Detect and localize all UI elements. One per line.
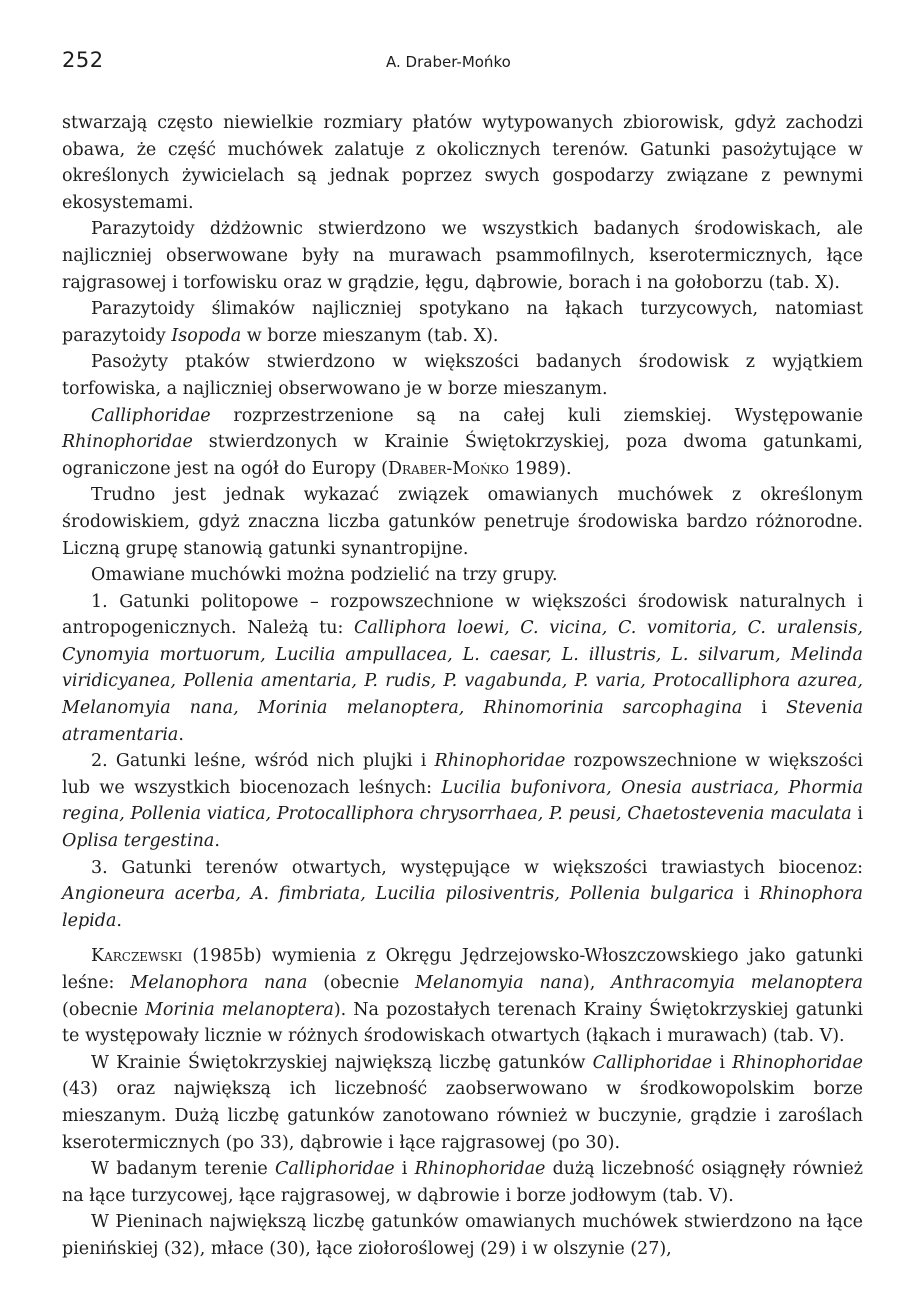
- paragraph: [62, 943, 863, 1049]
- text-run: Parazytoidy ślimaków najliczniej spotykano na łąkach turzycowych, natomiast parazytoidy: [62, 299, 863, 346]
- text-run: i: [742, 698, 787, 719]
- author-citation: Karczewski: [91, 946, 183, 967]
- author-citation: Draber-Mońko: [388, 458, 510, 479]
- text-run: (obecnie: [307, 973, 416, 993]
- paragraph: [62, 349, 863, 402]
- italic-taxon-name: Calliphoridae: [274, 1159, 395, 1180]
- italic-taxon-name: Calliphora loewi, C. vicina, C. vomitoria, C. uralensis, Cynomyia mortuorum, Lucilia ampullacea, L. caesar, L. illustris, L. silvarum, Melinda viridicyanea, Pollenia amentaria, P. rudis, P. vagabunda, P. varia, Protocalliphora azurea, Melanomyia nana, Morinia melanoptera, Rhinomorinia sarcophagina: [62, 618, 863, 719]
- text-run: rozpowszechnione w większości lub we wszystkich biocenozach leśnych:: [62, 751, 863, 798]
- italic-taxon-name: Calliphoridae: [592, 1052, 713, 1073]
- text-run: Pasożyty ptaków stwierdzono w większości badanych środowisk z wyjątkiem torfowiska, a najliczniej obserwowano je w borze mieszanym.: [62, 352, 863, 399]
- text-run: 3. Gatunki terenów otwartych, występujące w większości trawiastych biocenoz:: [91, 857, 863, 878]
- text-run: i: [851, 804, 863, 825]
- paragraph: [62, 748, 863, 854]
- paragraph: [62, 1156, 863, 1209]
- text-run: W badanym terenie: [91, 1159, 275, 1180]
- paragraph: [62, 1209, 863, 1262]
- paragraph: [62, 110, 863, 216]
- running-head-author: A. Draber-Mońko: [386, 53, 511, 71]
- italic-taxon-name: Oplisa tergestina: [62, 831, 215, 852]
- text-run: 2. Gatunki leśne, wśród nich plujki i: [91, 751, 435, 772]
- text-run: ),: [582, 973, 612, 993]
- paragraph: [62, 562, 863, 589]
- italic-taxon-name: Angioneura acerba, A. fimbriata, Lucilia pilosiventris, Pollenia bulgarica: [62, 884, 735, 905]
- paragraph: [62, 296, 863, 349]
- italic-taxon-name: Melanomyia nana: [415, 973, 583, 993]
- text-run: stwierdzonych w Krainie Świętokrzyskiej, poza dwoma gatunkami, ograniczone jest na ogół do Europy (: [62, 432, 863, 479]
- text-run: (obecnie: [62, 999, 145, 1020]
- text-run: i: [394, 1159, 415, 1180]
- italic-taxon-name: Calliphoridae: [91, 405, 211, 426]
- text-run: 1. Gatunki politopowe – rozpowszechnione w większości środowisk naturalnych i antropogenicznych. Należą tu:: [62, 591, 863, 639]
- text-run: i: [712, 1052, 733, 1073]
- italic-taxon-name: Rhinophoridae: [732, 1052, 863, 1073]
- text-run: .: [178, 724, 184, 745]
- text-run: dużą liczebność osiągnęły również na łące turzycowej, łące rajgrasowej, w dąbrowie i borze jodłowym (tab. V).: [62, 1159, 863, 1206]
- italic-taxon-name: Rhinophoridae: [414, 1159, 546, 1180]
- italic-taxon-name: Stevenia atramentaria: [62, 698, 863, 745]
- text-run: ). Na pozostałych terenach Krainy Świętokrzyskiej gatunki te występowały licznie w różnych środowiskach otwartych (łąkach i murawach) (tab. V).: [62, 999, 864, 1047]
- text-run: stwarzają często niewielkie rozmiary płatów wytypowanych zbiorowisk, gdyż zachodzi obawa, że część muchówek zalatuje z okolicznych terenów. Gatunki pasożytujące w określonych żywicielach są jednak poprzez swych gospodarzy związane z pewnymi ekosystemami.: [62, 113, 863, 213]
- text-run: 1989).: [509, 458, 572, 479]
- paragraph: [62, 403, 863, 483]
- italic-taxon-name: Rhinophora lepida: [62, 884, 863, 931]
- italic-taxon-name: Rhinophoridae: [62, 432, 193, 453]
- paragraph: [62, 216, 863, 296]
- paragraph: [62, 855, 863, 935]
- paragraph: [62, 1050, 863, 1156]
- text-run: (43) oraz największą ich liczebność zaobserwowano w środkowopolskim borze mieszanym. Dużą liczbę gatunków zanotowano również w buczynie, grądzie i zaroślach kserotermicznych (po 33), dąbrowie i łące rajgrasowej (po 30).: [62, 1079, 863, 1153]
- paragraph: [62, 589, 863, 749]
- text-run: i: [734, 884, 760, 905]
- page-number: 252: [62, 48, 104, 72]
- page-header: [62, 48, 862, 78]
- text-run: W Pieninach największą liczbę gatunków omawianych muchówek stwierdzono na łące pienińskiej (32), młace (30), łące ziołoroślowej (29) i w olszynie (27),: [62, 1212, 863, 1259]
- italic-taxon-name: Isopoda: [171, 325, 242, 346]
- italic-taxon-name: Anthracomyia melanoptera: [611, 973, 863, 993]
- text-run: .: [214, 831, 220, 852]
- text-run: Parazytoidy dżdżownic stwierdzono we wszystkich badanych środowiskach, ale najliczniej obserwowane były na murawach psammofilnych, kserotermicznych, łące rajgrasowej i torfowisku oraz w grądzie, łęgu, dąbrowie, borach i na gołoborzu (tab. X).: [62, 219, 863, 293]
- text-run: (1985b) wymienia z Okręgu Jędrzejowsko-Włoszczowskiego jako gatunki leśne:: [62, 946, 863, 993]
- italic-taxon-name: Morinia melanoptera: [144, 999, 334, 1020]
- text-run: .: [116, 910, 122, 931]
- text-run: w borze mieszanym (tab. X).: [241, 325, 499, 346]
- italic-taxon-name: Lucilia bufonivora, Onesia austriaca, Phormia regina, Pollenia viatica, Protocalliphora chrysorrhaea, P. peusi, Chaetostevenia maculata: [62, 777, 864, 825]
- italic-taxon-name: Melanophora nana: [130, 973, 308, 993]
- paragraph: [62, 482, 863, 562]
- body-text: [62, 110, 863, 1263]
- text-run: Omawiane muchówki można podzielić na trzy grupy.: [91, 565, 558, 586]
- italic-taxon-name: Rhinophoridae: [434, 751, 566, 772]
- text-run: W Krainie Świętokrzyskiej największą liczbę gatunków: [91, 1052, 593, 1073]
- text-run: Trudno jest jednak wykazać związek omawianych muchówek z określonym środowiskiem, gdyż znaczna liczba gatunków penetruje środowiska bardzo różnorodne. Liczną grupę stanowią gatunki synantropijne.: [62, 485, 863, 559]
- text-run: rozprzestrzenione są na całej kuli ziemskiej. Występowanie: [210, 405, 863, 426]
